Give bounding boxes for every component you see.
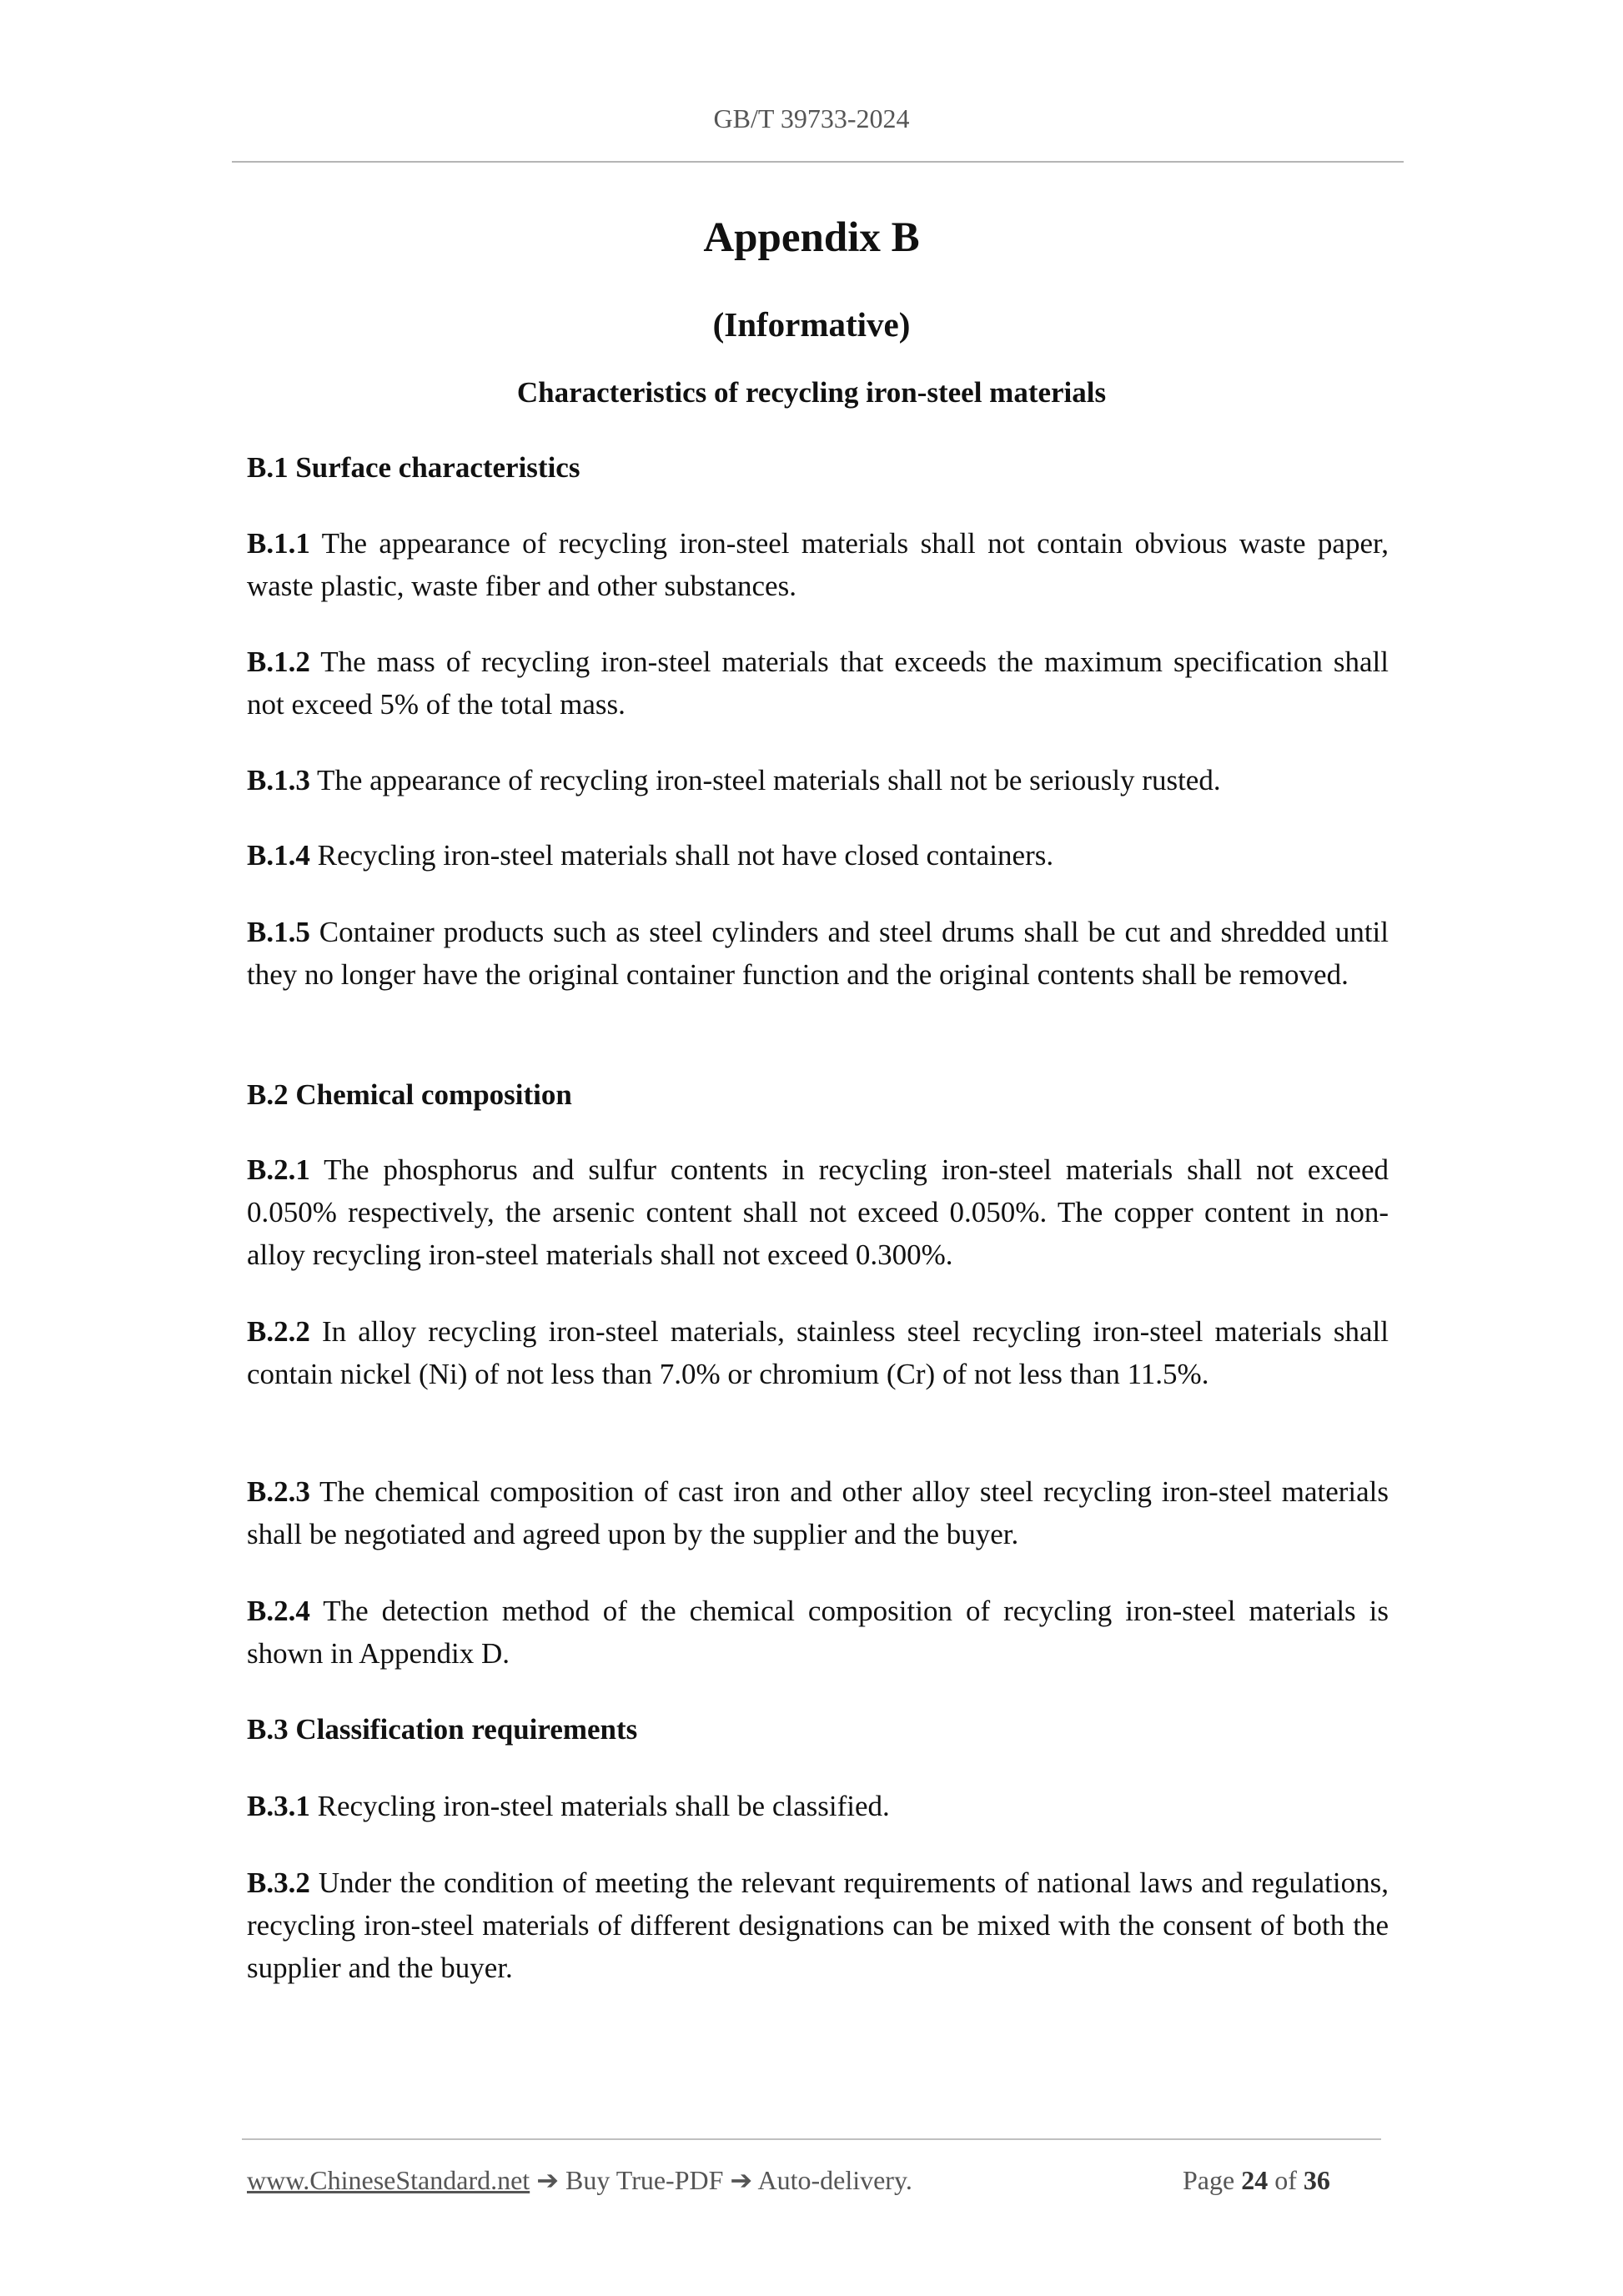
appendix-subject: Characteristics of recycling iron-steel materials [516,376,1107,409]
of-label: of [1274,2165,1297,2195]
header-divider [232,161,1404,163]
section-heading-b2: B.2 Chemical composition [247,1078,572,1111]
clause-text: The chemical composition of cast iron and other alloy steel recycling iron-steel materials shall be negotiated and agreed upon by the supplier and the buyer. [247,1475,1389,1550]
clause-text: The detection method of the chemical composition of recycling iron-steel materials is shown in Appendix D. [247,1595,1389,1670]
arrow-right-icon: ➔ [536,2165,559,2195]
clause-b3-2 [247,1861,1389,1989]
clause-text: Recycling iron-steel materials shall be classified. [309,1790,890,1822]
clause-b3-1 [247,1785,1389,1827]
clause-b1-3 [247,759,1389,801]
clause-b2-2 [247,1310,1389,1395]
site-link[interactable]: www.ChineseStandard.net [247,2165,530,2195]
clause-number: B.1.1 [247,527,310,560]
clause-text: The mass of recycling iron-steel materials that exceeds the maximum specification shall not exceed 5% of the total mass. [247,646,1389,721]
arrow-right-icon: ➔ [730,2165,753,2195]
clause-number: B.2.3 [247,1475,310,1508]
clause-text: In alloy recycling iron-steel materials, stainless steel recycling iron-steel materials shall contain nickel (Ni) of not less than 7.0% or chromium (Cr) of not less than 11.5%. [247,1315,1389,1390]
clause-b1-4 [247,834,1389,877]
clause-text: Recycling iron-steel materials shall not have closed containers. [309,839,1054,872]
clause-number: B.1.2 [247,646,310,678]
page-label: Page [1183,2165,1235,2195]
clause-text: The appearance of recycling iron-steel materials shall not contain obvious waste paper, waste plastic, waste fiber and other substances. [247,527,1389,602]
clause-number: B.1.4 [247,839,310,872]
clause-number: B.1.5 [247,916,310,948]
clause-text: The phosphorus and sulfur contents in recycling iron-steel materials shall not exceed 0.050% respectively, the arsenic content shall not exceed 0.050%. The copper content in non-alloy recycling iron-steel materials shall not exceed 0.300%. [247,1153,1389,1271]
clause-b1-1 [247,522,1389,607]
current-page: 24 [1241,2165,1269,2195]
clause-number: B.3.2 [247,1866,310,1899]
footer-divider [242,2138,1381,2140]
total-pages: 36 [1303,2165,1330,2195]
clause-text: Container products such as steel cylinders and steel drums shall be cut and shredded until they no longer have the original container function and the original contents shall be removed. [247,916,1389,991]
header-doc-id: GB/T 39733-2024 [713,103,910,133]
clause-b2-4 [247,1590,1389,1675]
appendix-type: (Informative) [712,305,911,344]
clause-number: B.1.3 [247,764,310,796]
clause-number: B.2.4 [247,1595,310,1627]
buy-true-pdf-text: Buy True-PDF [565,2165,724,2195]
clause-b2-3 [247,1470,1389,1555]
clause-number: B.2.1 [247,1153,310,1186]
appendix-title: Appendix B [703,214,920,261]
auto-delivery-text: Auto-delivery. [757,2165,912,2195]
clause-b1-2 [247,641,1389,726]
clause-b2-1 [247,1148,1389,1276]
clause-number: B.2.2 [247,1315,310,1348]
section-heading-b3: B.3 Classification requirements [247,1713,638,1746]
page-indicator [1183,2160,1330,2200]
footer-promo [247,2160,912,2200]
clause-text: The appearance of recycling iron-steel materials shall not be seriously rusted. [309,764,1221,796]
section-heading-b1: B.1 Surface characteristics [247,451,580,484]
clause-b1-5 [247,911,1389,996]
clause-text: Under the condition of meeting the relevant requirements of national laws and regulations, recycling iron-steel materials of different designations can be mixed with the consent of both the supplier and the buyer. [247,1866,1389,1984]
clause-number: B.3.1 [247,1790,310,1822]
